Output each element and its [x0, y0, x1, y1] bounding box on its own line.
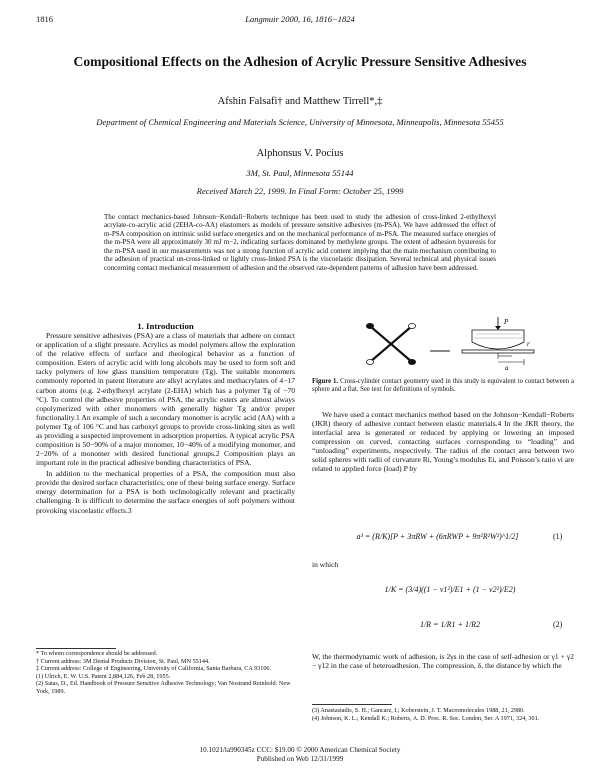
intro-paragraph-2: In addition to the mechanical properties of a PSA, the composition must also provide the desired surface characteristics, one of these being surface energy. Surface energy determination for a PSA is both technologically relevant and practically challenging. It is difficult to determine the surface energies of soft polymers without provoking viscoelastic effects.3: [36, 469, 295, 515]
sphere-on-flat-drawing: [462, 317, 534, 365]
in-which-line: [312, 560, 574, 569]
crossed-cylinders-drawing: [366, 323, 416, 365]
received-dates: Received March 22, 1999. In Final Form: October 25, 1999: [196, 186, 404, 196]
figure-1-caption: [312, 378, 574, 394]
label-p: P: [504, 318, 509, 326]
footnote-rule-right: [312, 704, 392, 705]
right-footnotes: [312, 707, 574, 722]
equation-2-label: (2): [553, 620, 563, 629]
work-of-adhesion-paragraph: W, the thermodynamic work of adhesion, is 2γs in the case of self-adhesion or γ1 + γ2 − γ12 in the case of heteroadhesion. The compression, δ, the distance by which the: [312, 652, 574, 671]
footnote-current-address-2: ‡ Current address: College of Engineering, University of California, Santa Barbara, CA 93106.: [36, 665, 272, 673]
page-number: 1816: [36, 14, 53, 24]
right-paragraph-2: [312, 652, 574, 670]
abstract: The contact mechanics-based Johnson−Kendall−Roberts technique has been used to study the adhesion of cross-linked 2-ethylhexyl acrylate-co-acrylic acid (2EHA-co-AA) elastomers as models of pressure sensitive adhesives (m-PSA). We have addressed the effect of m-PSA composition on intrinsic solid surface energetics and on the mechanical performance of m-PSA. The measured surface energies of the m-PSA were all approximately 30 mJ m−2, indicating surfaces dominated by methylene groups. The extent of adhesion hysteresis for the m-PSA used in our measurements was not a strong function of acrylic acid content implying that the main mechanism contributing to the adhesion of practical un-cross-linked or lightly cross-linked PSA is the viscoelastic dissipation. Several technical and physical issues concerning contact mechanical measurement of adhesion and the observed rate-dependent patterns of adhesion have been addressed.: [104, 213, 496, 272]
in-which-text: in which: [312, 560, 339, 569]
author-pocius: Alphonsus V. Pocius: [256, 148, 344, 159]
right-paragraph-1: [312, 410, 574, 474]
equation-1-label: (1): [553, 532, 563, 541]
label-r: r: [527, 340, 530, 348]
footnote-ref-2: (2) Satas, D., Ed. Handbook of Pressure Sensitive Adhesive Technology; Van Nostrand Reinhold: New York, 1989.: [36, 680, 291, 695]
figure-1-contact-geometry: [312, 316, 574, 378]
label-a: a: [505, 364, 509, 372]
footnote-ref-4: (4) Johnson, K. L.; Kendall K.; Roberts, A. D. Proc. R. Soc. London, Ser. A 1971, 324, 301.: [312, 714, 540, 722]
journal-reference: Langmuir 2000, 16, 1816−1824: [245, 14, 355, 24]
section-heading-introduction: 1. Introduction: [137, 321, 194, 331]
footer-doi-copyright: 10.1021/la990345z CCC: $19.00 © 2000 American Chemical Society: [199, 746, 401, 754]
footnote-current-address-1: † Current address: 3M Dental Products Division, St. Paul, MN 55144.: [36, 657, 210, 665]
footer-published: Published on Web 12/31/1999: [256, 755, 344, 763]
footnote-ref-3: (3) Anastasiadis, S. H.; Gancarz, I.; Koberstein, J. T. Macromolecules 1988, 21, 2980.: [312, 707, 525, 714]
footnote-rule-left: [36, 648, 116, 649]
affiliation-minnesota: Department of Chemical Engineering and Materials Science, University of Minnesota, Minneapolis, Minnesota 55455: [96, 117, 504, 127]
footnote-correspondence: * To whom correspondence should be addressed.: [36, 650, 158, 657]
equation-2b: 1/R = 1/R1 + 1/R2: [419, 620, 481, 629]
footnote-ref-1: (1) Ulrich, E. W. U.S. Patent 2,884,126, Feb 28, 1955.: [36, 672, 171, 680]
left-footnotes: [36, 650, 295, 696]
figure-caption-text: Cross-cylinder contact geometry used in this study is equivalent to contact between a sphere and a flat. See text for definitions of symbols.: [312, 378, 574, 394]
authors-line: Afshin Falsafi† and Matthew Tirrell*,‡: [217, 96, 383, 107]
intro-paragraph-1: Pressure sensitive adhesives (PSA) are a class of materials that adhere on contact or application of a slight pressure. Acrylics as model polymers allow the exploration of the relative effects of surface and rheological behavior as a function of composition. Esters of acrylic acid with long alcohols may be used to form soft and tacky polymers of low glass transition temperature (Tg). The suitable monomers commonly reported in patent literature are alkyl acrylates and methacrylates of 4−17 carbon atoms (e.g. 2-ethylhexyl acrylate (2-EHA) which has a polymer Tg of −70 °C). To control the adhesive properties of PSA, the acrylic esters are almost always copolymerized with other monomers with generally higher Tg and/or proper functionality.1 An example of such a secondary monomer is acrylic acid (AA) with a polymer Tg of 106 °C and has carboxyl groups to provide cross-linking sites as well as providing a suspected improvement in adsorption properties. A typical acrylic PSA composition is 50−90% of a major monomer, 10−40% of a modifying monomer, and 2−20% of a monomer with desired functional groups.2 Composition plays an important role in the practical adhesive bonding characteristics of PSA.: [36, 331, 295, 468]
equation-1: a³ = (R/K)[P + 3πRW + (6πRWP + 9π²R²W²)^1/2]: [356, 532, 519, 541]
running-header: [36, 14, 564, 26]
affiliation-3m: 3M, St. Paul, Minnesota 55144: [246, 168, 354, 178]
left-column: [36, 322, 295, 515]
figure-caption-label: Figure 1.: [312, 378, 339, 385]
equation-2a: 1/K = (3/4)((1 − ν1²)/E1 + (1 − ν2²)/E2): [384, 585, 516, 594]
jkr-paragraph: We have used a contact mechanics method based on the Johnson−Kendall−Roberts (JKR) theory of adhesive contact between elastic materials.4 In the JKR theory, the interfacial area is generated or reduced by applying or lowering an imposed compression on curved, contacting surfaces corresponding to “loading” and “unloading” experiments, respectively. The radius of the contact area between two solid spheres with radii of curvature Ri, Young’s modulus Ei, and Poisson’s ratio νi are related to applied force (load) P by: [312, 410, 574, 474]
article-title: Compositional Effects on the Adhesion of Acrylic Pressure Sensitive Adhesives: [73, 54, 527, 69]
